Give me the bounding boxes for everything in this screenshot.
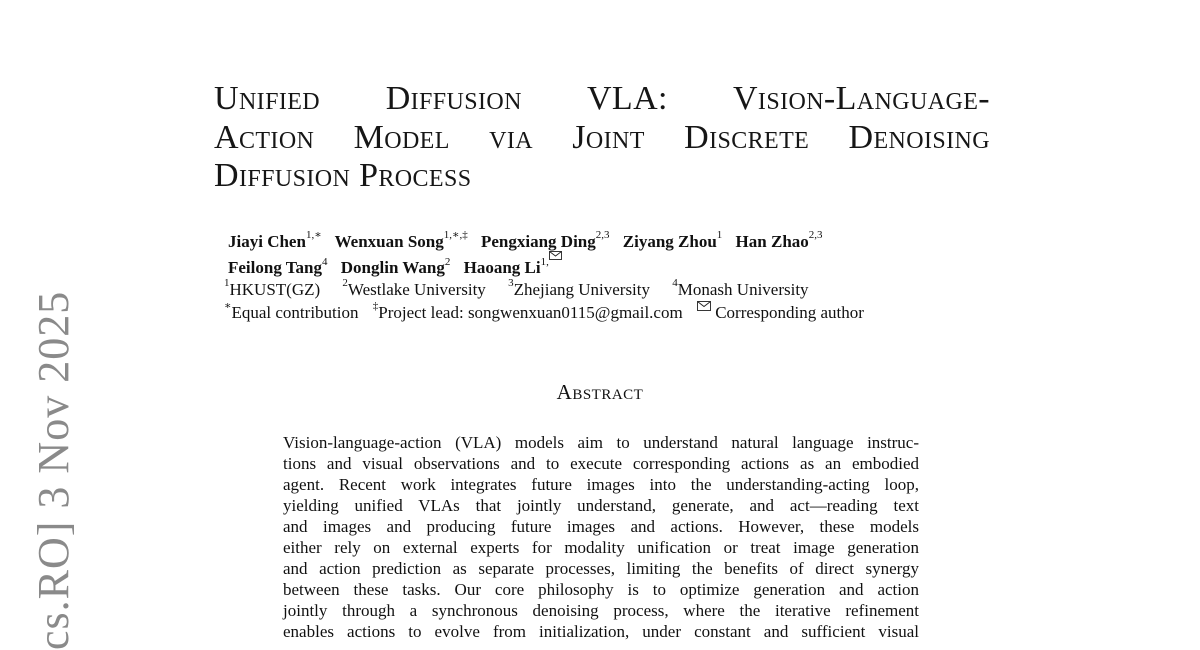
affiliations — [224, 278, 874, 324]
author-list — [228, 231, 988, 279]
author: Donglin Wang$^2$ — [340, 255, 451, 278]
author-row-2 — [228, 253, 988, 279]
footnote-row — [224, 301, 874, 324]
author: Pengxiang Ding$^{2,3}$ — [481, 229, 610, 251]
author: Haoang $Li^{1,}$ — [464, 258, 562, 277]
author-row-1 — [228, 231, 988, 253]
abstract-body — [283, 432, 919, 642]
envelope-icon — [549, 251, 562, 260]
affiliation: $^1$HKUST(GZ) — [224, 277, 321, 299]
affiliation-row — [224, 278, 874, 301]
title-line-3: Diffusion Process — [214, 157, 472, 194]
abstract-line: jointly through a synchronous denoising process, where the iterative refinement — [283, 601, 919, 620]
equal-contribution-note: ∗Equal contribution — [224, 300, 359, 322]
author: Ziyang Zhou$^1$ — [622, 229, 723, 251]
affiliation: $^3$Zhejiang University — [508, 277, 651, 299]
author: Feilong Tang$^4$ — [228, 255, 328, 278]
project-lead-note: ‡Project lead: songwenxuan0115@gmail.com — [372, 300, 683, 322]
abstract-line: either rely on external experts for modality unification or treat image generation — [283, 538, 919, 557]
title-line-2: Action Model via Joint Discrete Denoising — [214, 118, 990, 156]
abstract-line: enables actions to evolve from initialization, under constant and sufficient visual — [283, 622, 919, 641]
corresponding-author-note: Corresponding author — [697, 303, 864, 322]
paper-title — [214, 80, 990, 196]
abstract-heading: Abstract — [556, 380, 644, 404]
abstract-line: and action prediction as separate processes, limiting the benefits of direct synergy — [283, 559, 919, 578]
author: Jiayi Chen$^{1,∗}$ — [228, 229, 322, 251]
abstract-line: agent. Recent work integrates future images into the understanding-acting loop, — [283, 475, 919, 494]
affiliation: $^4$Monash University — [672, 277, 809, 299]
author: Han Zhao$^{2,3}$ — [735, 229, 823, 251]
author: Wenxuan Song$^{1,∗,\ddagger}$ — [334, 229, 468, 251]
arxiv-side-stamp: cs.RO] 3 Nov 2025 — [29, 290, 78, 650]
title-line-1: Unified Diffusion VLA: Vision-Language- — [214, 80, 990, 117]
envelope-icon — [697, 301, 711, 311]
abstract-line: and images and producing future images and actions. However, these models — [283, 517, 919, 536]
abstract-line: between these tasks. Our core philosophy is to optimize generation and action — [283, 580, 919, 599]
abstract-line: tions and visual observations and to execute corresponding actions as an embodied — [283, 454, 919, 473]
affiliation: $^2$Westlake University — [342, 277, 486, 299]
abstract-line: yielding unified VLAs that jointly understand, generate, and act—reading text — [283, 496, 919, 515]
abstract-line: Vision-language-action (VLA) models aim to understand natural language instruc- — [283, 433, 919, 452]
